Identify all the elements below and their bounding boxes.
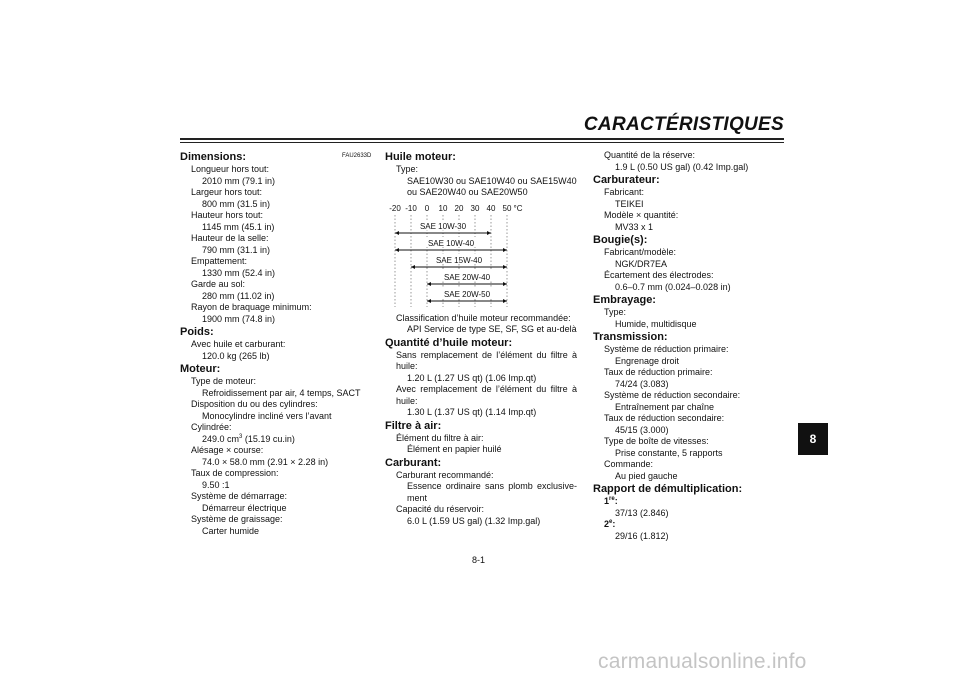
spec-value: 2010 mm (79.1 in) — [202, 175, 276, 186]
section-carburateur: Carburateur: — [593, 174, 660, 186]
spec-value: Entraînement par chaîne — [615, 401, 715, 412]
spec-label: Carburant recommandé: — [396, 469, 494, 480]
spec-label: Avec huile et carburant: — [191, 339, 286, 349]
temperature-tick-label: 10 — [438, 203, 448, 213]
gear-colon: : — [614, 496, 618, 506]
range-arrow-right — [503, 282, 507, 286]
range-arrow-left — [395, 231, 399, 235]
range-arrow-right — [503, 248, 507, 252]
spec-value: 74/24 (3.083) — [615, 378, 669, 389]
spec-value: NGK/DR7EA — [615, 258, 668, 269]
section-carburant: Carburant: — [385, 456, 442, 469]
watermark: carmanualsonline.info — [598, 650, 807, 673]
spec-value: Humide, multidisque — [615, 318, 697, 329]
header-rule — [180, 138, 784, 140]
section-dimensions: Dimensions: — [180, 151, 247, 163]
spec-value: 280 mm (11.02 in) — [202, 290, 275, 301]
spec-value: Élément en papier huilé — [407, 444, 502, 454]
viscosity-range-label: SAE 20W-40 — [443, 272, 491, 282]
spec-label: Taux de réduction secondaire: — [604, 413, 725, 423]
spec-label: Fabricant: — [604, 187, 645, 197]
spec-label: Système de graissage: — [191, 514, 283, 524]
spec-value: API Service de type SE, SF, SG et au-delà — [407, 324, 577, 334]
spec-label: Type: — [604, 307, 627, 317]
spec-label: Fabricant/modèle: — [604, 247, 677, 257]
temperature-tick-label: 20 — [454, 203, 464, 213]
oil-viscosity-chart — [385, 203, 565, 309]
range-arrow-right — [487, 231, 491, 235]
temperature-tick-label: 40 — [486, 203, 496, 213]
spec-label: Type de moteur: — [191, 376, 257, 386]
temperature-unit-label: °C — [513, 203, 523, 213]
header-rule-thin — [180, 142, 784, 143]
range-arrow-left — [427, 282, 431, 286]
spec-value: 45/15 (3.000) — [615, 424, 669, 435]
reference-code: FAU2633D — [342, 153, 372, 159]
spec-value: Carter humide — [202, 525, 260, 536]
spec-value — [180, 434, 370, 446]
section-huile-moteur: Huile moteur: — [385, 151, 456, 163]
spec-value: TEIKEI — [615, 198, 644, 209]
column-right — [593, 150, 785, 542]
section-transmission: Transmission: — [593, 331, 668, 343]
spec-value: Essence ordinaire sans plomb exclusive-ment — [407, 481, 577, 503]
page-title: CARACTÉRISTIQUES — [583, 114, 784, 135]
gear-suffix: re — [609, 496, 615, 502]
spec-label: Taux de compression: — [191, 468, 279, 478]
spec-label: Système de réduction primaire: — [604, 344, 729, 354]
spec-label: Quantité de la réserve: — [604, 150, 696, 160]
range-arrow-right — [503, 265, 507, 269]
spec-label: Commande: — [604, 459, 654, 469]
gear-suffix: e — [609, 519, 613, 525]
spec-value: 120.0 kg (265 lb) — [202, 350, 270, 361]
spec-value: 0.6–0.7 mm (0.024–0.028 in) — [615, 281, 731, 292]
spec-label: Capacité du réservoir: — [396, 504, 485, 514]
spec-label: Largeur hors tout: — [191, 187, 263, 197]
viscosity-range-label: SAE 10W-40 — [427, 238, 475, 248]
section-bougie: Bougie(s): — [593, 234, 648, 246]
viscosity-range-label: SAE 15W-40 — [435, 255, 483, 265]
spec-value: 790 mm (31.1 in) — [202, 244, 271, 255]
spec-value: 37/13 (2.846) — [615, 507, 669, 518]
section-quantite-huile: Quantité d’huile moteur: — [385, 336, 513, 349]
column-left — [180, 150, 370, 537]
spec-label: Système de démarrage: — [191, 491, 288, 501]
gear-number: 2 — [604, 519, 610, 529]
spec-label: Classification d’huile moteur recommandée: — [396, 312, 571, 323]
spec-label: Alésage × course: — [191, 445, 264, 455]
spec-label: Taux de réduction primaire: — [604, 367, 713, 377]
viscosity-range-label: SAE 20W-50 — [443, 289, 491, 299]
spec-value: Au pied gauche — [615, 470, 678, 481]
spec-value: 1.20 L (1.27 US qt) (1.06 Imp.qt) — [407, 372, 537, 383]
spec-label: Disposition du ou des cylindres: — [191, 399, 318, 409]
range-arrow-left — [411, 265, 415, 269]
gear-label-2 — [593, 519, 785, 531]
temperature-tick-label: -20 — [389, 203, 401, 213]
range-arrow-left — [427, 299, 431, 303]
spec-value: Prise constante, 5 rapports — [615, 447, 723, 458]
spec-label: Type de boîte de vitesses: — [604, 436, 709, 446]
spec-label: Élément du filtre à air: — [396, 432, 484, 443]
gear-colon: : — [612, 519, 616, 529]
section-moteur: Moteur: — [180, 363, 221, 375]
spec-label: Hauteur de la selle: — [191, 233, 269, 243]
spec-label: Modèle × quantité: — [604, 210, 679, 220]
spec-label: Garde au sol: — [191, 279, 246, 289]
displacement-imperial: (15.19 cu.in) — [242, 433, 295, 444]
spec-label: Rayon de braquage minimum: — [191, 302, 312, 312]
range-arrow-left — [395, 248, 399, 252]
spec-value: Refroidissement par air, 4 temps, SACT — [202, 387, 361, 398]
spec-value: MV33 x 1 — [615, 221, 654, 232]
column-middle — [385, 150, 577, 527]
spec-label: Empattement: — [191, 256, 248, 266]
spec-value: 1330 mm (52.4 in) — [202, 267, 276, 278]
page-number: 8-1 — [472, 555, 486, 565]
spec-value: 74.0 × 58.0 mm (2.91 × 2.28 in) — [202, 456, 329, 467]
chapter-tab: 8 — [798, 423, 828, 455]
spec-label: Écartement des électrodes: — [604, 270, 714, 280]
temperature-tick-label: 0 — [424, 203, 430, 213]
spec-value: 6.0 L (1.59 US gal) (1.32 Imp.gal) — [407, 515, 541, 526]
gear-number: 1 — [604, 496, 610, 506]
spec-value: Monocylindre incliné vers l’avant — [202, 410, 332, 421]
spec-value: Engrenage droit — [615, 355, 680, 366]
temperature-tick-label: 30 — [470, 203, 480, 213]
spec-value: Démarreur électrique — [202, 502, 287, 513]
section-filtre-air: Filtre à air: — [385, 419, 442, 432]
displacement-exponent: 3 — [239, 433, 243, 440]
spec-label: Cylindrée: — [191, 422, 232, 432]
spec-label: Longueur hors tout: — [191, 164, 270, 174]
spec-value: 1900 mm (74.8 in) — [202, 313, 276, 324]
spec-label: Hauteur hors tout: — [191, 210, 264, 220]
temperature-tick-label: -10 — [405, 203, 417, 213]
section-embrayage: Embrayage: — [593, 294, 656, 306]
spec-value: 1.9 L (0.50 US gal) (0.42 Imp.gal) — [615, 161, 749, 172]
viscosity-range-label: SAE 10W-30 — [419, 221, 467, 231]
displacement-value: 249.0 cm — [202, 433, 240, 444]
section-poids: Poids: — [180, 326, 214, 338]
spec-value: 800 mm (31.5 in) — [202, 198, 271, 209]
spec-label: Type: — [396, 164, 419, 174]
gear-label-1 — [593, 496, 785, 508]
spec-value: 1145 mm (45.1 in) — [202, 221, 275, 232]
range-arrow-right — [503, 299, 507, 303]
spec-label: Avec remplacement de l’élément du filtre à huile: — [396, 384, 577, 406]
spec-value: 29/16 (1.812) — [615, 530, 669, 541]
spec-value: ou SAE20W40 ou SAE20W50 — [407, 187, 528, 197]
section-rapport-demultiplication: Rapport de démultiplication: — [593, 483, 743, 495]
temperature-tick-label: 50 — [502, 203, 512, 213]
spec-label: Sans remplacement de l’élément du filtre à huile: — [396, 349, 577, 371]
spec-value: 1.30 L (1.37 US qt) (1.14 Imp.qt) — [407, 407, 537, 417]
spec-label: Système de réduction secondaire: — [604, 390, 741, 400]
spec-value: SAE10W30 ou SAE10W40 ou SAE15W40 — [407, 175, 577, 186]
spec-value: 9.50 :1 — [202, 479, 230, 490]
